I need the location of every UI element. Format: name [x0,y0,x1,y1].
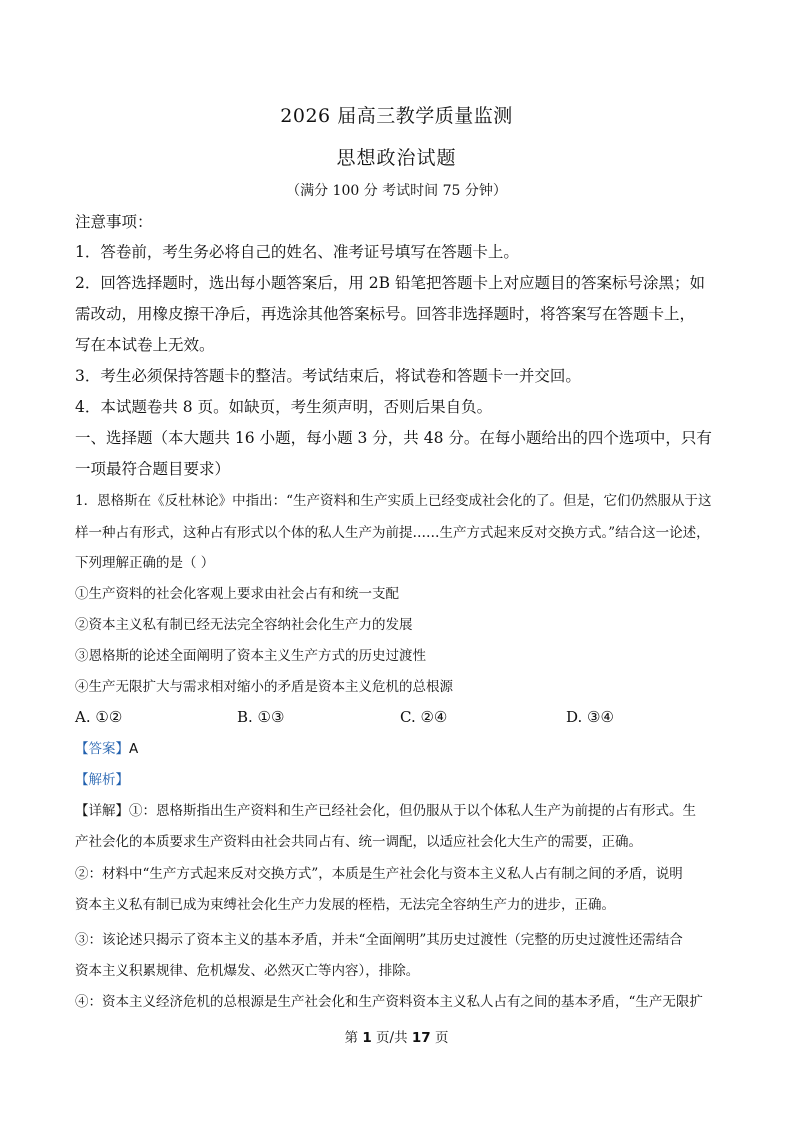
option-b: B. ①③ [237,708,285,726]
answer-row [75,739,138,759]
analysis-label: 【解析】 [75,772,129,788]
statement: ④生产无限扩大与需求相对缩小的矛盾是资本主义危机的总根源 [75,679,453,695]
current-page-number: 1 [362,1030,372,1046]
option-a: A. ①② [75,708,123,726]
notice-line: 1．答卷前，考生务必将自己的姓名、准考证号填写在答题卡上。 [75,243,519,261]
notice-heading: 注意事项： [75,213,153,231]
detail-line: 产社会化的本质要求生产资料由社会共同占有、统一调配，以适应社会化大生产的需要，正确。 [75,834,642,850]
detail-line: 资本主义私有制已成为束缚社会化生产力发展的桎梏，无法完全容纳生产力的进步，正确。 [75,897,615,913]
statement: ③恩格斯的论述全面阐明了资本主义生产方式的历史过渡性 [75,648,426,664]
footer-prefix: 第 [344,1030,363,1046]
exam-title: 2026 届高三教学质量监测 [280,105,513,127]
notice-line: 写在本试卷上无效。 [75,336,215,354]
statement: ①生产资料的社会化客观上要求由社会占有和统一支配 [75,586,399,602]
page-footer [0,1026,793,1046]
total-page-number: 17 [411,1030,431,1046]
section-heading-cont: 一项最符合题目要求） [75,460,231,478]
notice-line: 4．本试题卷共 8 页。如缺页，考生须声明，否则后果自负。 [75,398,493,416]
notice-line: 需改动，用橡皮擦干净后，再选涂其他答案标号。回答非选择题时，将答案写在答题卡上， [75,305,696,323]
detail-line: 资本主义积累规律、危机爆发、必然灭亡等内容），排除。 [75,963,420,979]
notice-line: 3．考生必须保持答题卡的整洁。考试结束后，将试卷和答题卡一并交回。 [75,367,581,385]
footer-suffix: 页 [430,1030,449,1046]
question-stem: 样一种占有形式，这种占有形式以个体的私人生产为前提……生产方式起来反对交换方式。”结合这一论述， [75,525,710,541]
footer-middle: 页/共 [371,1030,412,1046]
detail-line: ④：资本主义经济危机的总根源是生产社会化和生产资料资本主义私人占有之间的基本矛盾，“生产无限扩 [75,994,703,1010]
detail-line: 【详解】①：恩格斯指出生产资料和生产已经社会化，但仍服从于以个体私人生产为前提的占有形式。生 [75,803,696,819]
section-heading: 一、选择题（本大题共 16 小题，每小题 3 分，共 48 分。在每小题给出的四个选项中，只有 [75,429,712,447]
detail-line: ②：材料中“生产方式起来反对交换方式”，本质是生产社会化与资本主义私人占有制之间的矛盾，说明 [75,866,683,882]
exam-meta: （满分 100 分 考试时间 75 分钟） [286,183,507,199]
question-stem: 下列理解正确的是（ ） [75,555,215,571]
option-c: C. ②④ [400,708,448,726]
notice-line: 2．回答选择题时，选出每小题答案后，用 2B 铅笔把答题卡上对应题目的答案标号涂黑；如 [75,274,705,292]
option-d: D. ③④ [566,708,614,726]
question-stem: 1．恩格斯在《反杜林论》中指出：“生产资料和生产实质上已经变成社会化的了。但是，它们仍然服从于这 [75,493,712,509]
answer-value: A [129,741,139,757]
exam-subject: 思想政治试题 [336,147,457,169]
answer-label: 【答案】 [75,741,129,757]
statement: ②资本主义私有制已经无法完全容纳社会化生产力的发展 [75,617,413,633]
detail-line: ③：该论述只揭示了资本主义的基本矛盾，并未“全面阐明”其历史过渡性（完整的历史过渡性还需结合 [75,932,683,948]
